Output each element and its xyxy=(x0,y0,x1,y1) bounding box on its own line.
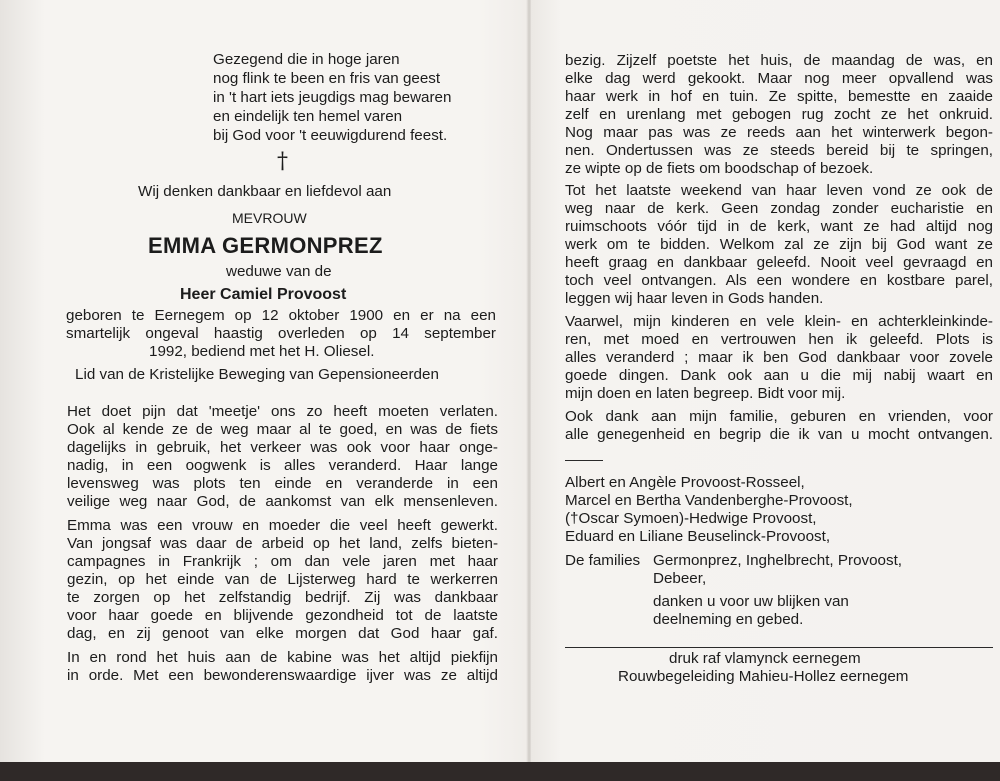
family-line: Debeer, xyxy=(653,570,707,587)
family-line: Eduard en Liliane Beuselinck-Provoost, xyxy=(565,528,831,545)
body-line: nadig, in een oogwenk is alles veranderd. Haar lange xyxy=(67,457,498,474)
body-line: in orde. Met een bewonderenswaardige ijver was ze altijd xyxy=(67,667,498,684)
deceased-name: EMMA GERMONPREZ xyxy=(148,233,383,258)
body-line: Ook dank aan mijn familie, geburen en vrienden, voor xyxy=(565,408,993,425)
birth-line: 1992, bediend met het H. Oliesel. xyxy=(149,343,375,360)
body-line: Ook al kende ze de weg maar al te goed, en was de fiets xyxy=(67,421,498,438)
widow-text: weduwe van de xyxy=(226,263,332,280)
body-line: nen. Ondertussen was ze steeds bereid bij te springen, xyxy=(565,142,993,159)
body-line: weg naar de kerk. Geen zondag zonder eucharistie en xyxy=(565,200,993,217)
body-line: dagelijks in gebruik, het verkeer was ook voor haar onge- xyxy=(67,439,498,456)
body-line: Nog maar pas was ze reeds aan het winterwerk begon- xyxy=(565,124,993,141)
body-line: heeft graag en dankbaar geleefd. Nooit veel gevraagd en xyxy=(565,254,993,271)
body-line: ze wipte op de fiets om boodschap of bezoek. xyxy=(565,160,874,177)
body-line: campagnes in Frankrijk ; om dan vele jaren met haar xyxy=(67,553,498,570)
printer-credit: druk raf vlamynck eernegem xyxy=(669,650,861,667)
body-line: goede dingen. Dank ook aan u die mij nabij waart en xyxy=(565,367,993,384)
body-line: haar werk in hof en tuin. Ze spitte, bemestte en zaaide xyxy=(565,88,993,105)
body-line: toch veel ontvangen. Als een wondere en kostbare parel, xyxy=(565,272,993,289)
body-line: ruimschoots vóór tijd in de kerk, want ze had altijd nog xyxy=(565,218,993,235)
body-line: mijn doen en laten begreep. Bidt voor mij. xyxy=(565,385,846,402)
funeral-credit: Rouwbegeleiding Mahieu-Hollez eernegem xyxy=(618,668,909,685)
body-line: alles veranderd ; maar ik ben God dankbaar voor zovele xyxy=(565,349,993,366)
husband-name: Heer Camiel Provoost xyxy=(180,286,347,303)
family-line: (†Oscar Symoen)-Hedwige Provoost, xyxy=(565,510,817,527)
family-line: danken u voor uw blijken van xyxy=(653,593,849,610)
poem-line: Gezegend die in hoge jaren xyxy=(213,51,400,68)
title-text: MEVROUW xyxy=(232,210,307,226)
body-line: Het doet pijn dat 'meetje' ons zo heeft moeten verlaten. xyxy=(67,403,498,420)
footer-divider xyxy=(565,647,993,648)
body-line: Vaarwel, mijn kinderen en vele klein- en achterkleinkinde- xyxy=(565,313,993,330)
body-line: werk om te bidden. Welkom zal ze zijn bij God want ze xyxy=(565,236,993,253)
poem-line: bij God voor 't eeuwigdurend feest. xyxy=(213,127,448,144)
poem-line: nog flink te been en fris van geest xyxy=(213,70,441,87)
body-line: voor haar goede en blijvende gezondheid tot de laatste xyxy=(67,607,498,624)
right-page xyxy=(531,0,1000,762)
body-line: te zorgen op het zelfstandig bedrijf. Zij was dankbaar xyxy=(67,589,498,606)
birth-line: smartelijk ongeval haastig overleden op 14 september xyxy=(66,325,496,342)
poem-line: in 't hart iets jeugdigs mag bewaren xyxy=(213,89,452,106)
family-line: Germonprez, Inghelbrecht, Provoost, xyxy=(653,552,903,569)
background-edge xyxy=(0,762,1000,781)
birth-line: geboren te Eernegem op 12 oktober 1900 en er na een xyxy=(66,307,496,324)
body-line: bezig. Zijzelf poetste het huis, de maandag de was, en xyxy=(565,52,993,69)
body-line: ren, met moed en vertrouwen hen ik geleefd. Plots is xyxy=(565,331,993,348)
body-line: veilige weg naar God, de aankomst van elk mensenleven. xyxy=(67,493,498,510)
body-line: alle genegenheid en begrip die ik van u mocht ontvangen. xyxy=(565,426,993,443)
family-line: Marcel en Bertha Vandenberghe-Provoost, xyxy=(565,492,853,509)
body-line: In en rond het huis aan de kabine was het altijd piekfijn xyxy=(67,649,498,666)
short-divider xyxy=(565,460,603,461)
membership-text: Lid van de Kristelijke Beweging van Gepensioneerden xyxy=(75,366,439,383)
body-line: dag, en zij genoot van elke morgen dat God haar gaf. xyxy=(67,625,498,642)
family-line: Albert en Angèle Provoost-Rosseel, xyxy=(565,474,805,491)
body-line: Emma was een vrouw en moeder die veel heeft gewerkt. xyxy=(67,517,498,534)
body-line: zelf en urenlang met gebogen rug zocht ze het onkruid. xyxy=(565,106,993,123)
family-label: De families xyxy=(565,552,641,569)
family-line: deelneming en gebed. xyxy=(653,611,804,628)
body-line: levensweg was plots ten einde en veranderde in een xyxy=(67,475,498,492)
body-line: Tot het laatste weekend van haar leven vond ze ook de xyxy=(565,182,993,199)
poem-line: en eindelijk ten hemel varen xyxy=(213,108,403,125)
body-line: leggen wij haar leven in Gods handen. xyxy=(565,290,824,307)
cross-icon: † xyxy=(277,149,288,174)
intro-text: Wij denken dankbaar en liefdevol aan xyxy=(138,183,392,200)
body-line: elke dag werd gekookt. Maar nog meer opvallend was xyxy=(565,70,993,87)
body-line: Van jongsaf was daar de arbeid op het land, zelfs bieten- xyxy=(67,535,498,552)
body-line: gezin, op het einde van de Lijsterweg hard te werkerren xyxy=(67,571,498,588)
